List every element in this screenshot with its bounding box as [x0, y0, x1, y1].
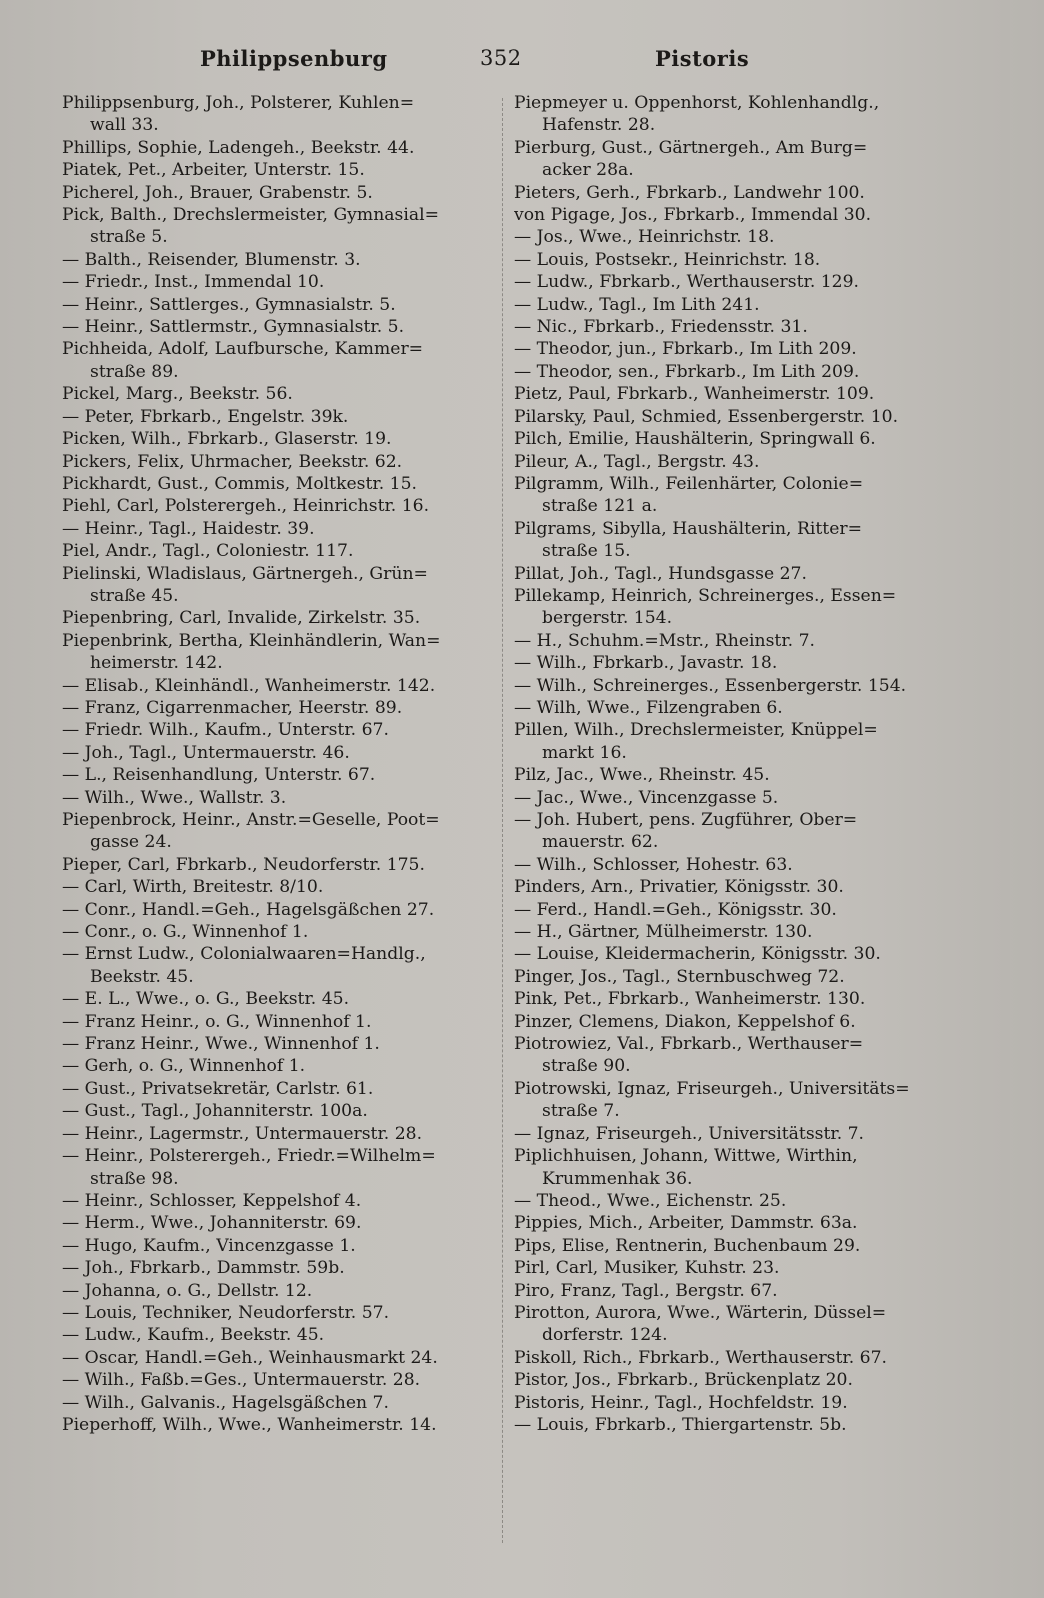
directory-entry-line: Phillips, Sophie, Ladengeh., Beekstr. 44.: [62, 137, 415, 158]
directory-entry-line: — Elisab., Kleinhändl., Wanheimerstr. 142.: [62, 675, 436, 696]
directory-entry-line: markt 16.: [542, 742, 627, 763]
directory-entry-line: Piotrowiez, Val., Fbrkarb., Werthauser=: [514, 1034, 864, 1055]
directory-entry-line: — Theod., Wwe., Eichenstr. 25.: [514, 1190, 787, 1211]
directory-entry-line: wall 33.: [90, 115, 159, 136]
directory-entry-line: — Wilh., Schlosser, Hohestr. 63.: [514, 854, 793, 875]
directory-entry-line: Pickhardt, Gust., Commis, Moltkestr. 15.: [62, 473, 417, 494]
directory-entry-line: — Friedr., Inst., Immendal 10.: [62, 272, 325, 293]
directory-entry-line: — Ferd., Handl.=Geh., Königsstr. 30.: [514, 899, 837, 920]
directory-entry-line: Pistoris, Heinr., Tagl., Hochfeldstr. 19.: [514, 1392, 848, 1413]
directory-entry-line: Pileur, A., Tagl., Bergstr. 43.: [514, 451, 760, 472]
directory-entry-line: — Gust., Privatsekretär, Carlstr. 61.: [62, 1078, 374, 1099]
directory-entry-line: Piepenbrock, Heinr., Anstr.=Geselle, Poot=: [62, 810, 440, 830]
directory-entry-line: Piepenbrink, Bertha, Kleinhändlerin, Wan=: [62, 630, 441, 651]
directory-entry-line: Pistor, Jos., Fbrkarb., Brückenplatz 20.: [514, 1370, 853, 1391]
directory-entry-line: — Franz Heinr., Wwe., Winnenhof 1.: [62, 1034, 380, 1055]
right-column: [514, 92, 944, 1436]
directory-entry-line: — Heinr., Tagl., Haidestr. 39.: [62, 518, 315, 539]
directory-entry-line: — Conr., o. G., Winnenhof 1.: [62, 922, 309, 943]
directory-entry-line: Pillen, Wilh., Drechslermeister, Knüppel=: [514, 720, 878, 741]
directory-entry-line: — Carl, Wirth, Breitestr. 8/10.: [62, 877, 324, 898]
directory-entry-line: straße 121 a.: [542, 496, 658, 517]
left-column: [62, 92, 490, 1436]
directory-entry-line: — Jos., Wwe., Heinrichstr. 18.: [514, 227, 775, 248]
directory-entry-line: von Pigage, Jos., Fbrkarb., Immendal 30.: [514, 205, 872, 226]
directory-entry-line: — Jac., Wwe., Vincenzgasse 5.: [514, 787, 779, 808]
directory-entry-line: — Louis, Fbrkarb., Thiergartenstr. 5b.: [514, 1414, 847, 1435]
directory-entry-line: Piplichhuisen, Johann, Wittwe, Wirthin,: [514, 1146, 858, 1167]
page-header: [0, 46, 1044, 76]
directory-entry-line: Piskoll, Rich., Fbrkarb., Werthauserstr. 67.: [514, 1347, 887, 1368]
directory-entry-line: Piel, Andr., Tagl., Coloniestr. 117.: [62, 541, 354, 562]
directory-entry-line: Pilgramm, Wilh., Feilenhärter, Colonie=: [514, 473, 864, 494]
directory-entry-line: Pinders, Arn., Privatier, Königsstr. 30.: [514, 877, 844, 898]
directory-entry-line: Pierburg, Gust., Gärtnergeh., Am Burg=: [514, 137, 868, 158]
directory-entry-line: Pilz, Jac., Wwe., Rheinstr. 45.: [514, 765, 770, 786]
directory-entry-line: — L., Reisenhandlung, Unterstr. 67.: [62, 765, 376, 786]
directory-entry-line: — Wilh., Wwe., Wallstr. 3.: [62, 787, 287, 808]
directory-entry-line: straße 7.: [542, 1101, 620, 1122]
directory-entry-line: — Louis, Postsekr., Heinrichstr. 18.: [514, 249, 821, 270]
directory-entry-line: — Ludw., Tagl., Im Lith 241.: [514, 294, 760, 315]
directory-entry-line: — Ludw., Fbrkarb., Werthauserstr. 129.: [514, 272, 860, 293]
directory-entry-line: Pilarsky, Paul, Schmied, Essenbergerstr. 10.: [514, 406, 899, 427]
directory-entry-line: Picken, Wilh., Fbrkarb., Glaserstr. 19.: [62, 429, 392, 450]
directory-entry-line: — Heinr., Sattlerges., Gymnasialstr. 5.: [62, 294, 396, 315]
directory-entry-line: — H., Schuhm.=Mstr., Rheinstr. 7.: [514, 630, 815, 651]
directory-entry-line: — Ludw., Kaufm., Beekstr. 45.: [62, 1325, 325, 1346]
directory-entry-line: Pirl, Carl, Musiker, Kuhstr. 23.: [514, 1258, 780, 1279]
directory-entry-line: — Conr., Handl.=Geh., Hagelsgäßchen 27.: [62, 899, 435, 920]
directory-entry-line: straße 45.: [90, 585, 179, 606]
directory-entry-line: Pilgrams, Sibylla, Haushälterin, Ritter=: [514, 518, 862, 539]
directory-entry-line: Krummenhak 36.: [542, 1168, 693, 1189]
directory-entry-line: Piatek, Pet., Arbeiter, Unterstr. 15.: [62, 160, 365, 181]
directory-entry-line: Beekstr. 45.: [90, 966, 194, 987]
directory-entry-line: Piro, Franz, Tagl., Bergstr. 67.: [514, 1280, 778, 1301]
directory-entry-line: mauerstr. 62.: [542, 832, 659, 853]
directory-entry-line: — Ernst Ludw., Colonialwaaren=Handlg.,: [62, 944, 426, 965]
directory-entry-line: Pielinski, Wladislaus, Gärtnergeh., Grün=: [62, 563, 428, 584]
directory-entry-line: Pick, Balth., Drechslermeister, Gymnasial=: [62, 205, 439, 226]
directory-entry-line: Piehl, Carl, Polsterergeh., Heinrichstr. 16.: [62, 496, 430, 517]
directory-entry-line: Pinger, Jos., Tagl., Sternbuschweg 72.: [514, 966, 845, 987]
directory-entry-line: — Wilh, Wwe., Filzengraben 6.: [514, 697, 783, 718]
directory-entry-line: straße 5.: [90, 227, 168, 248]
directory-entry-line: straße 15.: [542, 541, 631, 562]
directory-entry-line: — Franz Heinr., o. G., Winnenhof 1.: [62, 1011, 372, 1032]
directory-entry-line: Pippies, Mich., Arbeiter, Dammstr. 63a.: [514, 1213, 858, 1234]
directory-entry-line: — Johanna, o. G., Dellstr. 12.: [62, 1280, 313, 1301]
directory-entry-line: heimerstr. 142.: [90, 653, 223, 674]
directory-entry-line: — Ignaz, Friseurgeh., Universitätsstr. 7.: [514, 1123, 865, 1144]
directory-entry-line: — Louise, Kleidermacherin, Königsstr. 30.: [514, 944, 881, 965]
directory-entry-line: Pickel, Marg., Beekstr. 56.: [62, 384, 293, 405]
directory-entry-line: Pilch, Emilie, Haushälterin, Springwall 6.: [514, 429, 876, 450]
directory-entry-line: Pickers, Felix, Uhrmacher, Beekstr. 62.: [62, 451, 403, 472]
directory-entry-line: Piotrowski, Ignaz, Friseurgeh., Universitäts=: [514, 1078, 910, 1099]
directory-entry-line: — Gust., Tagl., Johanniterstr. 100a.: [62, 1101, 368, 1122]
directory-entry-line: — Herm., Wwe., Johanniterstr. 69.: [62, 1213, 362, 1234]
directory-entry-line: — H., Gärtner, Mülheimerstr. 130.: [514, 922, 813, 943]
directory-entry-line: Pips, Elise, Rentnerin, Buchenbaum 29.: [514, 1235, 861, 1256]
directory-entry-line: — Friedr. Wilh., Kaufm., Unterstr. 67.: [62, 720, 389, 741]
directory-entry-line: — Joh., Fbrkarb., Dammstr. 59b.: [62, 1258, 345, 1279]
directory-entry-line: — Wilh., Fbrkarb., Javastr. 18.: [514, 653, 778, 674]
column-divider: [502, 98, 503, 1543]
directory-entry-line: — Heinr., Sattlermstr., Gymnasialstr. 5.: [62, 317, 405, 338]
directory-entry-line: — Gerh, o. G., Winnenhof 1.: [62, 1056, 306, 1077]
directory-entry-line: — Theodor, jun., Fbrkarb., Im Lith 209.: [514, 339, 857, 360]
directory-entry-line: Pinzer, Clemens, Diakon, Keppelshof 6.: [514, 1011, 856, 1032]
directory-entry-line: — Heinr., Polsterergeh., Friedr.=Wilhelm=: [62, 1146, 436, 1167]
directory-entry-line: Philippsenburg, Joh., Polsterer, Kuhlen=: [62, 93, 415, 113]
directory-entry-line: — Heinr., Schlosser, Keppelshof 4.: [62, 1190, 362, 1211]
directory-entry-line: Pillat, Joh., Tagl., Hundsgasse 27.: [514, 563, 807, 584]
directory-entry-line: Piepenbring, Carl, Invalide, Zirkelstr. 35.: [62, 608, 421, 629]
directory-entry-line: Pietz, Paul, Fbrkarb., Wanheimerstr. 109.: [514, 384, 875, 405]
directory-entry-line: Pieperhoff, Wilh., Wwe., Wanheimerstr. 14.: [62, 1414, 437, 1435]
directory-entry-line: Pink, Pet., Fbrkarb., Wanheimerstr. 130.: [514, 989, 866, 1010]
directory-entry-line: straße 89.: [90, 361, 179, 382]
directory-entry-line: Pirotton, Aurora, Wwe., Wärterin, Düssel=: [514, 1302, 887, 1323]
header-right-keyword: Pistoris: [655, 46, 750, 71]
directory-entry-line: — Oscar, Handl.=Geh., Weinhausmarkt 24.: [62, 1347, 438, 1368]
directory-entry-line: — Wilh., Schreinerges., Essenbergerstr. 154.: [514, 675, 907, 696]
page-number: 352: [480, 46, 522, 70]
directory-entry-line: — Balth., Reisender, Blumenstr. 3.: [62, 249, 361, 270]
directory-entry-line: — Theodor, sen., Fbrkarb., Im Lith 209.: [514, 361, 860, 382]
directory-entry-line: — Peter, Fbrkarb., Engelstr. 39k.: [62, 406, 349, 427]
directory-entry-line: Hafenstr. 28.: [542, 115, 656, 136]
directory-entry-line: — Joh., Tagl., Untermauerstr. 46.: [62, 742, 350, 763]
directory-entry-line: straße 90.: [542, 1056, 631, 1077]
directory-entry-line: — E. L., Wwe., o. G., Beekstr. 45.: [62, 989, 350, 1010]
directory-entry-line: Pieper, Carl, Fbrkarb., Neudorferstr. 175.: [62, 854, 425, 875]
directory-entry-line: — Wilh., Galvanis., Hagelsgäßchen 7.: [62, 1392, 389, 1413]
directory-entry-line: Piepmeyer u. Oppenhorst, Kohlenhandlg.,: [514, 93, 880, 113]
header-left-keyword: Philippsenburg: [200, 46, 388, 71]
directory-entry-line: — Louis, Techniker, Neudorferstr. 57.: [62, 1302, 390, 1323]
directory-entry-line: — Nic., Fbrkarb., Friedensstr. 31.: [514, 317, 808, 338]
directory-entry-line: — Wilh., Faßb.=Ges., Untermauerstr. 28.: [62, 1370, 421, 1391]
directory-entry-line: — Joh. Hubert, pens. Zugführer, Ober=: [514, 810, 858, 830]
directory-entry-line: — Franz, Cigarrenmacher, Heerstr. 89.: [62, 697, 403, 718]
directory-entry-line: Pieters, Gerh., Fbrkarb., Landwehr 100.: [514, 182, 865, 203]
directory-entry-line: bergerstr. 154.: [542, 608, 673, 629]
directory-entry-line: straße 98.: [90, 1168, 179, 1189]
directory-entry-line: Picherel, Joh., Brauer, Grabenstr. 5.: [62, 182, 373, 203]
directory-entry-line: — Hugo, Kaufm., Vincenzgasse 1.: [62, 1235, 356, 1256]
directory-entry-line: acker 28a.: [542, 160, 634, 181]
directory-entry-line: Pichheida, Adolf, Laufbursche, Kammer=: [62, 339, 424, 360]
directory-entry-line: Pillekamp, Heinrich, Schreinerges., Essen=: [514, 585, 897, 606]
directory-entry-line: dorferstr. 124.: [542, 1325, 668, 1346]
directory-entry-line: gasse 24.: [90, 832, 172, 853]
directory-entry-line: — Heinr., Lagermstr., Untermauerstr. 28.: [62, 1123, 423, 1144]
